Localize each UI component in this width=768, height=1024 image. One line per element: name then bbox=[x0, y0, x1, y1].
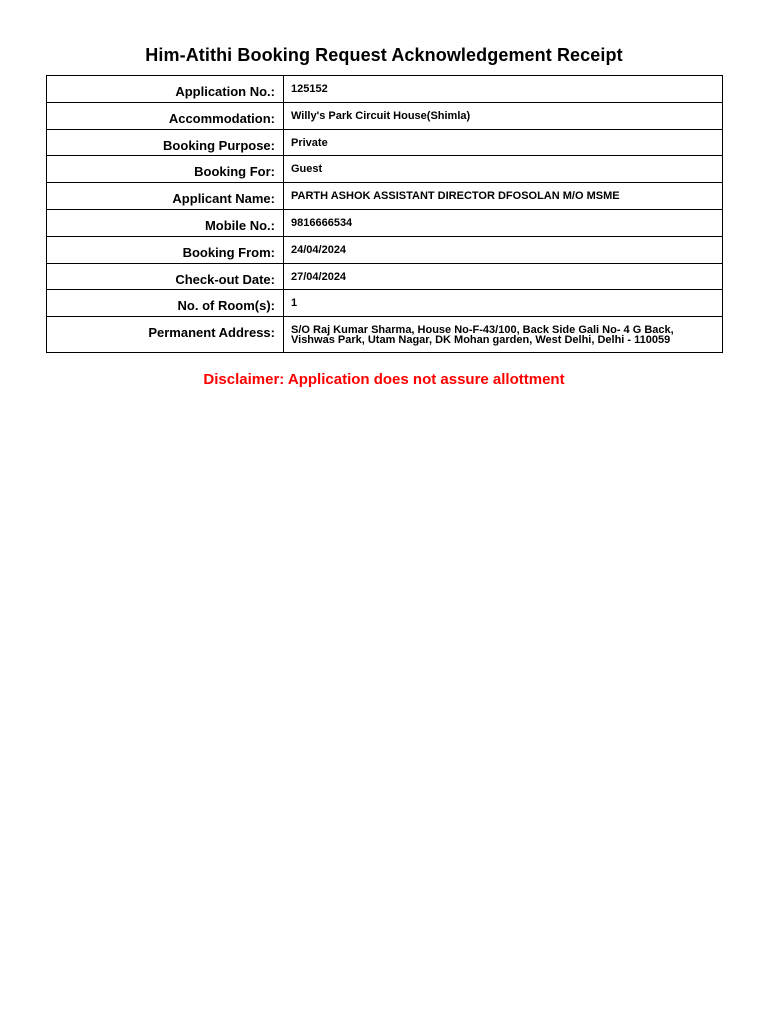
booking-for-label: Booking For: bbox=[47, 156, 284, 183]
table-row bbox=[47, 156, 723, 183]
accommodation-label: Accommodation: bbox=[47, 102, 284, 129]
permanent-address-label: Permanent Address: bbox=[47, 317, 284, 353]
table-row bbox=[47, 76, 723, 103]
accommodation-value: Willy's Park Circuit House(Shimla) bbox=[284, 102, 723, 129]
receipt-title: Him-Atithi Booking Request Acknowledgement Receipt bbox=[145, 45, 623, 65]
table-row bbox=[47, 290, 723, 317]
table-row bbox=[47, 102, 723, 129]
booking-details-table bbox=[46, 75, 723, 353]
checkout-date-label: Check-out Date: bbox=[47, 263, 284, 290]
application-no-label: Application No.: bbox=[47, 76, 284, 103]
table-row bbox=[47, 129, 723, 156]
rooms-value: 1 bbox=[284, 290, 723, 317]
applicant-name-label: Applicant Name: bbox=[47, 183, 284, 210]
booking-purpose-label: Booking Purpose: bbox=[47, 129, 284, 156]
table-row bbox=[47, 236, 723, 263]
mobile-no-value: 9816666534 bbox=[284, 209, 723, 236]
booking-for-value: Guest bbox=[284, 156, 723, 183]
table-row bbox=[47, 317, 723, 353]
permanent-address-value: S/O Raj Kumar Sharma, House No-F-43/100, Back Side Gali No- 4 G Back, Vishwas Park, Utam Nagar, DK Mohan garden, West Delhi, Delhi - 110059 bbox=[284, 317, 723, 353]
rooms-label: No. of Room(s): bbox=[47, 290, 284, 317]
disclaimer-text: Disclaimer: Application does not assure allottment bbox=[203, 371, 565, 388]
applicant-name-value: PARTH ASHOK ASSISTANT DIRECTOR DFOSOLAN M/O MSME bbox=[284, 183, 723, 210]
table-row bbox=[47, 263, 723, 290]
application-no-value: 125152 bbox=[284, 76, 723, 103]
mobile-no-label: Mobile No.: bbox=[47, 209, 284, 236]
table-row bbox=[47, 183, 723, 210]
checkout-date-value: 27/04/2024 bbox=[284, 263, 723, 290]
booking-from-value: 24/04/2024 bbox=[284, 236, 723, 263]
booking-purpose-value: Private bbox=[284, 129, 723, 156]
booking-from-label: Booking From: bbox=[47, 236, 284, 263]
table-row bbox=[47, 209, 723, 236]
